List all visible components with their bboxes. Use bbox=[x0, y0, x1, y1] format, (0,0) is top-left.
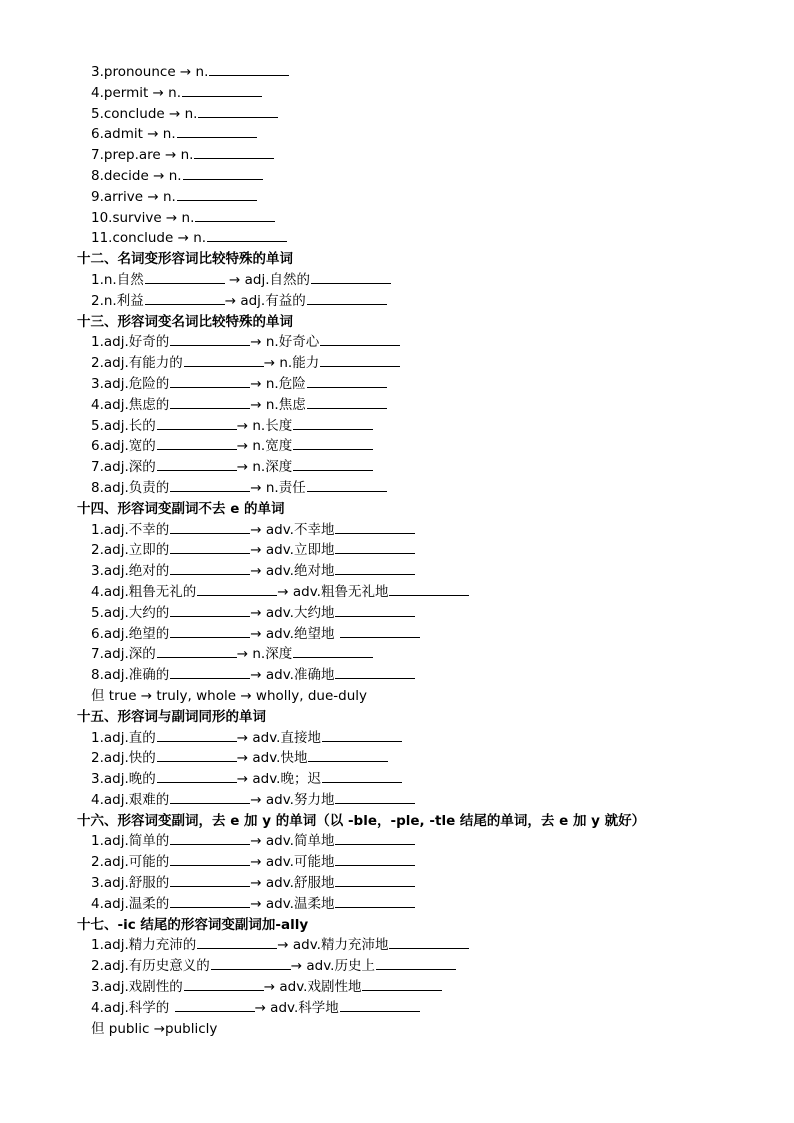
answer-blank[interactable] bbox=[157, 728, 237, 742]
exercise-line bbox=[77, 935, 777, 956]
answer-blank[interactable] bbox=[175, 998, 255, 1012]
answer-blank[interactable] bbox=[293, 436, 373, 450]
answer-blank[interactable] bbox=[170, 831, 250, 845]
answer-blank[interactable] bbox=[293, 416, 373, 430]
exercise-text: → adv.快地 bbox=[236, 750, 308, 767]
exercise-text: → adj.自然的 bbox=[224, 271, 311, 288]
answer-blank[interactable] bbox=[335, 831, 415, 845]
answer-blank[interactable] bbox=[170, 790, 250, 804]
exercise-text: → adv.绝望地 bbox=[250, 625, 339, 642]
answer-blank[interactable] bbox=[335, 873, 415, 887]
answer-blank[interactable] bbox=[170, 873, 250, 887]
answer-blank[interactable] bbox=[335, 561, 415, 575]
heading-text: 十五、形容词与副词同形的单词 bbox=[77, 708, 266, 725]
exercise-line bbox=[77, 416, 777, 437]
exercise-text: 但 public →publicly bbox=[91, 1020, 218, 1037]
exercise-text: 3.adj.绝对的 bbox=[91, 563, 170, 580]
answer-blank[interactable] bbox=[177, 124, 257, 138]
exercise-line bbox=[77, 374, 777, 395]
answer-blank[interactable] bbox=[307, 395, 387, 409]
exercise-line bbox=[77, 145, 777, 166]
exercise-text: 11.conclude → n. bbox=[91, 230, 207, 247]
exercise-line bbox=[77, 790, 777, 811]
exercise-line bbox=[77, 561, 777, 582]
exercise-line bbox=[77, 457, 777, 478]
exercise-text: → n.宽度 bbox=[236, 438, 293, 455]
exercise-text: 8.decide → n. bbox=[91, 167, 182, 184]
answer-blank[interactable] bbox=[194, 145, 274, 159]
answer-blank[interactable] bbox=[389, 935, 469, 949]
exercise-text: 10.survive → n. bbox=[91, 209, 195, 226]
exercise-text: 9.arrive → n. bbox=[91, 188, 176, 205]
exercise-text: 2.adj.立即的 bbox=[91, 542, 170, 559]
exercise-line bbox=[77, 62, 777, 83]
answer-blank[interactable] bbox=[335, 852, 415, 866]
answer-blank[interactable] bbox=[170, 665, 250, 679]
exercise-text: → n.深度 bbox=[236, 646, 293, 663]
exercise-text: 1.adj.好奇的 bbox=[91, 334, 170, 351]
answer-blank[interactable] bbox=[198, 104, 278, 118]
exercise-text: → adv.大约地 bbox=[250, 604, 335, 621]
exercise-text: 1.adj.简单的 bbox=[91, 833, 170, 850]
answer-blank[interactable] bbox=[311, 270, 391, 284]
exercise-text: → n.长度 bbox=[236, 417, 293, 434]
section-heading bbox=[77, 249, 777, 270]
exercise-line bbox=[77, 624, 777, 645]
exercise-line bbox=[77, 603, 777, 624]
answer-blank[interactable] bbox=[322, 728, 402, 742]
exercise-text: → adv.精力充沛地 bbox=[277, 937, 389, 954]
exercise-text: → adj.有益的 bbox=[224, 292, 306, 309]
exercise-text: → adv.舒服地 bbox=[250, 875, 335, 892]
answer-blank[interactable] bbox=[335, 520, 415, 534]
exercise-text: → adv.粗鲁无礼地 bbox=[277, 583, 389, 600]
exercise-text: 3.pronounce → n. bbox=[91, 64, 209, 80]
exercise-line bbox=[77, 852, 777, 873]
exercise-line bbox=[77, 644, 777, 665]
answer-blank[interactable] bbox=[182, 83, 262, 97]
exercise-line bbox=[77, 166, 777, 187]
answer-blank[interactable] bbox=[340, 998, 420, 1012]
exercise-text: → adv.努力地 bbox=[250, 791, 335, 808]
exercise-text: 2.adj.有历史意义的 bbox=[91, 958, 210, 975]
exercise-text: 3.adj.危险的 bbox=[91, 375, 170, 392]
section-heading bbox=[77, 312, 777, 333]
exercise-text: → n.好奇心 bbox=[250, 334, 320, 351]
answer-blank[interactable] bbox=[293, 457, 373, 471]
exercise-line bbox=[77, 582, 777, 603]
answer-blank[interactable] bbox=[157, 769, 237, 783]
exercise-line bbox=[77, 208, 777, 229]
section-heading bbox=[77, 707, 777, 728]
answer-blank[interactable] bbox=[211, 956, 291, 970]
exercise-line bbox=[77, 520, 777, 541]
exercise-line bbox=[77, 831, 777, 852]
answer-blank[interactable] bbox=[293, 644, 373, 658]
exercise-line bbox=[77, 187, 777, 208]
exercise-text: 4.permit → n. bbox=[91, 84, 182, 101]
exercise-text: 7.adj.深的 bbox=[91, 459, 156, 476]
exercise-line bbox=[77, 395, 777, 416]
answer-blank[interactable] bbox=[157, 457, 237, 471]
answer-blank[interactable] bbox=[170, 603, 250, 617]
exercise-line bbox=[77, 998, 777, 1019]
exercise-line bbox=[77, 270, 777, 291]
exercise-text: 5.adj.大约的 bbox=[91, 604, 170, 621]
answer-blank[interactable] bbox=[197, 582, 277, 596]
exercise-text: → adv.戏剧性地 bbox=[263, 979, 362, 996]
answer-blank[interactable] bbox=[308, 748, 388, 762]
exercise-line bbox=[77, 353, 777, 374]
answer-blank[interactable] bbox=[145, 270, 225, 284]
exercise-text: → adv.直接地 bbox=[236, 729, 321, 746]
answer-blank[interactable] bbox=[184, 353, 264, 367]
answer-blank[interactable] bbox=[170, 478, 250, 492]
answer-blank[interactable] bbox=[177, 187, 257, 201]
heading-text: 十六、形容词变副词，去 e 加 y 的单词（以 -ble，-ple, -tle 结尾的单词，去 e 加 y 就好） bbox=[77, 812, 646, 829]
answer-blank[interactable] bbox=[184, 977, 264, 991]
exercise-text: → adv.绝对地 bbox=[250, 563, 335, 580]
answer-blank[interactable] bbox=[170, 520, 250, 534]
exercise-text: → n.深度 bbox=[236, 459, 293, 476]
exercise-line bbox=[77, 977, 777, 998]
exercise-text: 8.adj.负责的 bbox=[91, 479, 170, 496]
exercise-text: 3.adj.舒服的 bbox=[91, 875, 170, 892]
exercise-text: 7.adj.深的 bbox=[91, 646, 156, 663]
answer-blank[interactable] bbox=[322, 769, 402, 783]
exercise-text: → adv.立即地 bbox=[250, 542, 335, 559]
answer-blank[interactable] bbox=[157, 436, 237, 450]
answer-blank[interactable] bbox=[307, 478, 387, 492]
answer-blank[interactable] bbox=[389, 582, 469, 596]
exercise-text: 3.adj.戏剧性的 bbox=[91, 979, 183, 996]
exercise-text: → adv.简单地 bbox=[250, 833, 335, 850]
heading-text: 十七、-ic 结尾的形容词变副词加-ally bbox=[77, 916, 309, 933]
exercise-text: 5.conclude → n. bbox=[91, 105, 198, 122]
answer-blank[interactable] bbox=[335, 665, 415, 679]
exercise-text: 4.adj.艰难的 bbox=[91, 791, 170, 808]
exercise-text: 4.adj.焦虑的 bbox=[91, 396, 170, 413]
exercise-text: 2.n.利益 bbox=[91, 292, 144, 309]
answer-blank[interactable] bbox=[320, 332, 400, 346]
exercise-text: → adv.科学地 bbox=[254, 999, 339, 1016]
section-heading bbox=[77, 811, 777, 832]
exercise-text: 4.adj.科学的 bbox=[91, 999, 174, 1016]
answer-blank[interactable] bbox=[157, 416, 237, 430]
answer-blank[interactable] bbox=[195, 208, 275, 222]
exercise-line bbox=[77, 436, 777, 457]
answer-blank[interactable] bbox=[307, 374, 387, 388]
exercise-text: 1.n.自然 bbox=[91, 271, 144, 288]
answer-blank[interactable] bbox=[157, 748, 237, 762]
exercise-text: → adv.温柔地 bbox=[250, 895, 335, 912]
exercise-text: 3.adj.晚的 bbox=[91, 771, 156, 788]
answer-blank[interactable] bbox=[170, 374, 250, 388]
exercise-text: → adv.历史上 bbox=[290, 958, 375, 975]
exercise-text: 2.adj.有能力的 bbox=[91, 355, 183, 372]
heading-text: 十三、形容词变名词比较特殊的单词 bbox=[77, 313, 293, 330]
exercise-line bbox=[77, 894, 777, 915]
answer-blank[interactable] bbox=[335, 540, 415, 554]
exercise-line bbox=[77, 228, 777, 249]
answer-blank[interactable] bbox=[340, 624, 420, 638]
answer-blank[interactable] bbox=[170, 395, 250, 409]
heading-text: 十二、名词变形容词比较特殊的单词 bbox=[77, 251, 293, 268]
exercise-line bbox=[77, 478, 777, 499]
heading-text: 十四、形容词变副词不去 e 的单词 bbox=[77, 500, 285, 517]
exercise-text: 6.admit → n. bbox=[91, 126, 176, 143]
exercise-text: 4.adj.粗鲁无礼的 bbox=[91, 583, 197, 600]
answer-blank[interactable] bbox=[376, 956, 456, 970]
section-heading bbox=[77, 915, 777, 936]
exercise-line bbox=[77, 686, 777, 707]
answer-blank[interactable] bbox=[307, 291, 387, 305]
answer-blank[interactable] bbox=[170, 561, 250, 575]
answer-blank[interactable] bbox=[170, 624, 250, 638]
answer-blank[interactable] bbox=[157, 644, 237, 658]
exercise-line bbox=[77, 83, 777, 104]
exercise-text: → n.能力 bbox=[263, 355, 320, 372]
answer-blank[interactable] bbox=[335, 790, 415, 804]
exercise-text: 5.adj.长的 bbox=[91, 417, 156, 434]
document-content bbox=[77, 62, 777, 1039]
exercise-text: 1.adj.精力充沛的 bbox=[91, 937, 197, 954]
exercise-text: 6.adj.绝望的 bbox=[91, 625, 170, 642]
answer-blank[interactable] bbox=[209, 62, 289, 76]
exercise-text: 但 true → truly, whole → wholly, due-duly bbox=[91, 687, 368, 704]
exercise-text: → n.危险 bbox=[250, 375, 306, 392]
exercise-line bbox=[77, 873, 777, 894]
answer-blank[interactable] bbox=[335, 894, 415, 908]
answer-blank[interactable] bbox=[145, 291, 225, 305]
exercise-text: 6.adj.宽的 bbox=[91, 438, 156, 455]
exercise-text: → adv.准确地 bbox=[250, 667, 335, 684]
exercise-text: → adv.可能地 bbox=[250, 854, 335, 871]
answer-blank[interactable] bbox=[335, 603, 415, 617]
exercise-text: 1.adj.直的 bbox=[91, 729, 156, 746]
answer-blank[interactable] bbox=[170, 332, 250, 346]
answer-blank[interactable] bbox=[170, 540, 250, 554]
exercise-line bbox=[77, 748, 777, 769]
answer-blank[interactable] bbox=[170, 894, 250, 908]
exercise-text: 2.adj.快的 bbox=[91, 750, 156, 767]
exercise-line bbox=[77, 728, 777, 749]
answer-blank[interactable] bbox=[320, 353, 400, 367]
exercise-line bbox=[77, 1019, 777, 1040]
exercise-text: 4.adj.温柔的 bbox=[91, 895, 170, 912]
exercise-line bbox=[77, 956, 777, 977]
exercise-text: 7.prep.are → n. bbox=[91, 147, 194, 164]
exercise-text: → adv.晚；迟 bbox=[236, 771, 321, 788]
answer-blank[interactable] bbox=[197, 935, 277, 949]
exercise-text: 2.adj.可能的 bbox=[91, 854, 170, 871]
exercise-line bbox=[77, 540, 777, 561]
answer-blank[interactable] bbox=[183, 166, 263, 180]
answer-blank[interactable] bbox=[207, 228, 287, 242]
exercise-text: 1.adj.不幸的 bbox=[91, 521, 170, 538]
exercise-text: → adv.不幸地 bbox=[250, 521, 335, 538]
exercise-text: → n.焦虑 bbox=[250, 396, 306, 413]
answer-blank[interactable] bbox=[362, 977, 442, 991]
exercise-line bbox=[77, 332, 777, 353]
exercise-line bbox=[77, 665, 777, 686]
exercise-line bbox=[77, 104, 777, 125]
exercise-text: 8.adj.准确的 bbox=[91, 667, 170, 684]
section-heading bbox=[77, 499, 777, 520]
exercise-line bbox=[77, 124, 777, 145]
exercise-line bbox=[77, 291, 777, 312]
answer-blank[interactable] bbox=[170, 852, 250, 866]
exercise-text: → n.责任 bbox=[250, 479, 306, 496]
exercise-line bbox=[77, 769, 777, 790]
